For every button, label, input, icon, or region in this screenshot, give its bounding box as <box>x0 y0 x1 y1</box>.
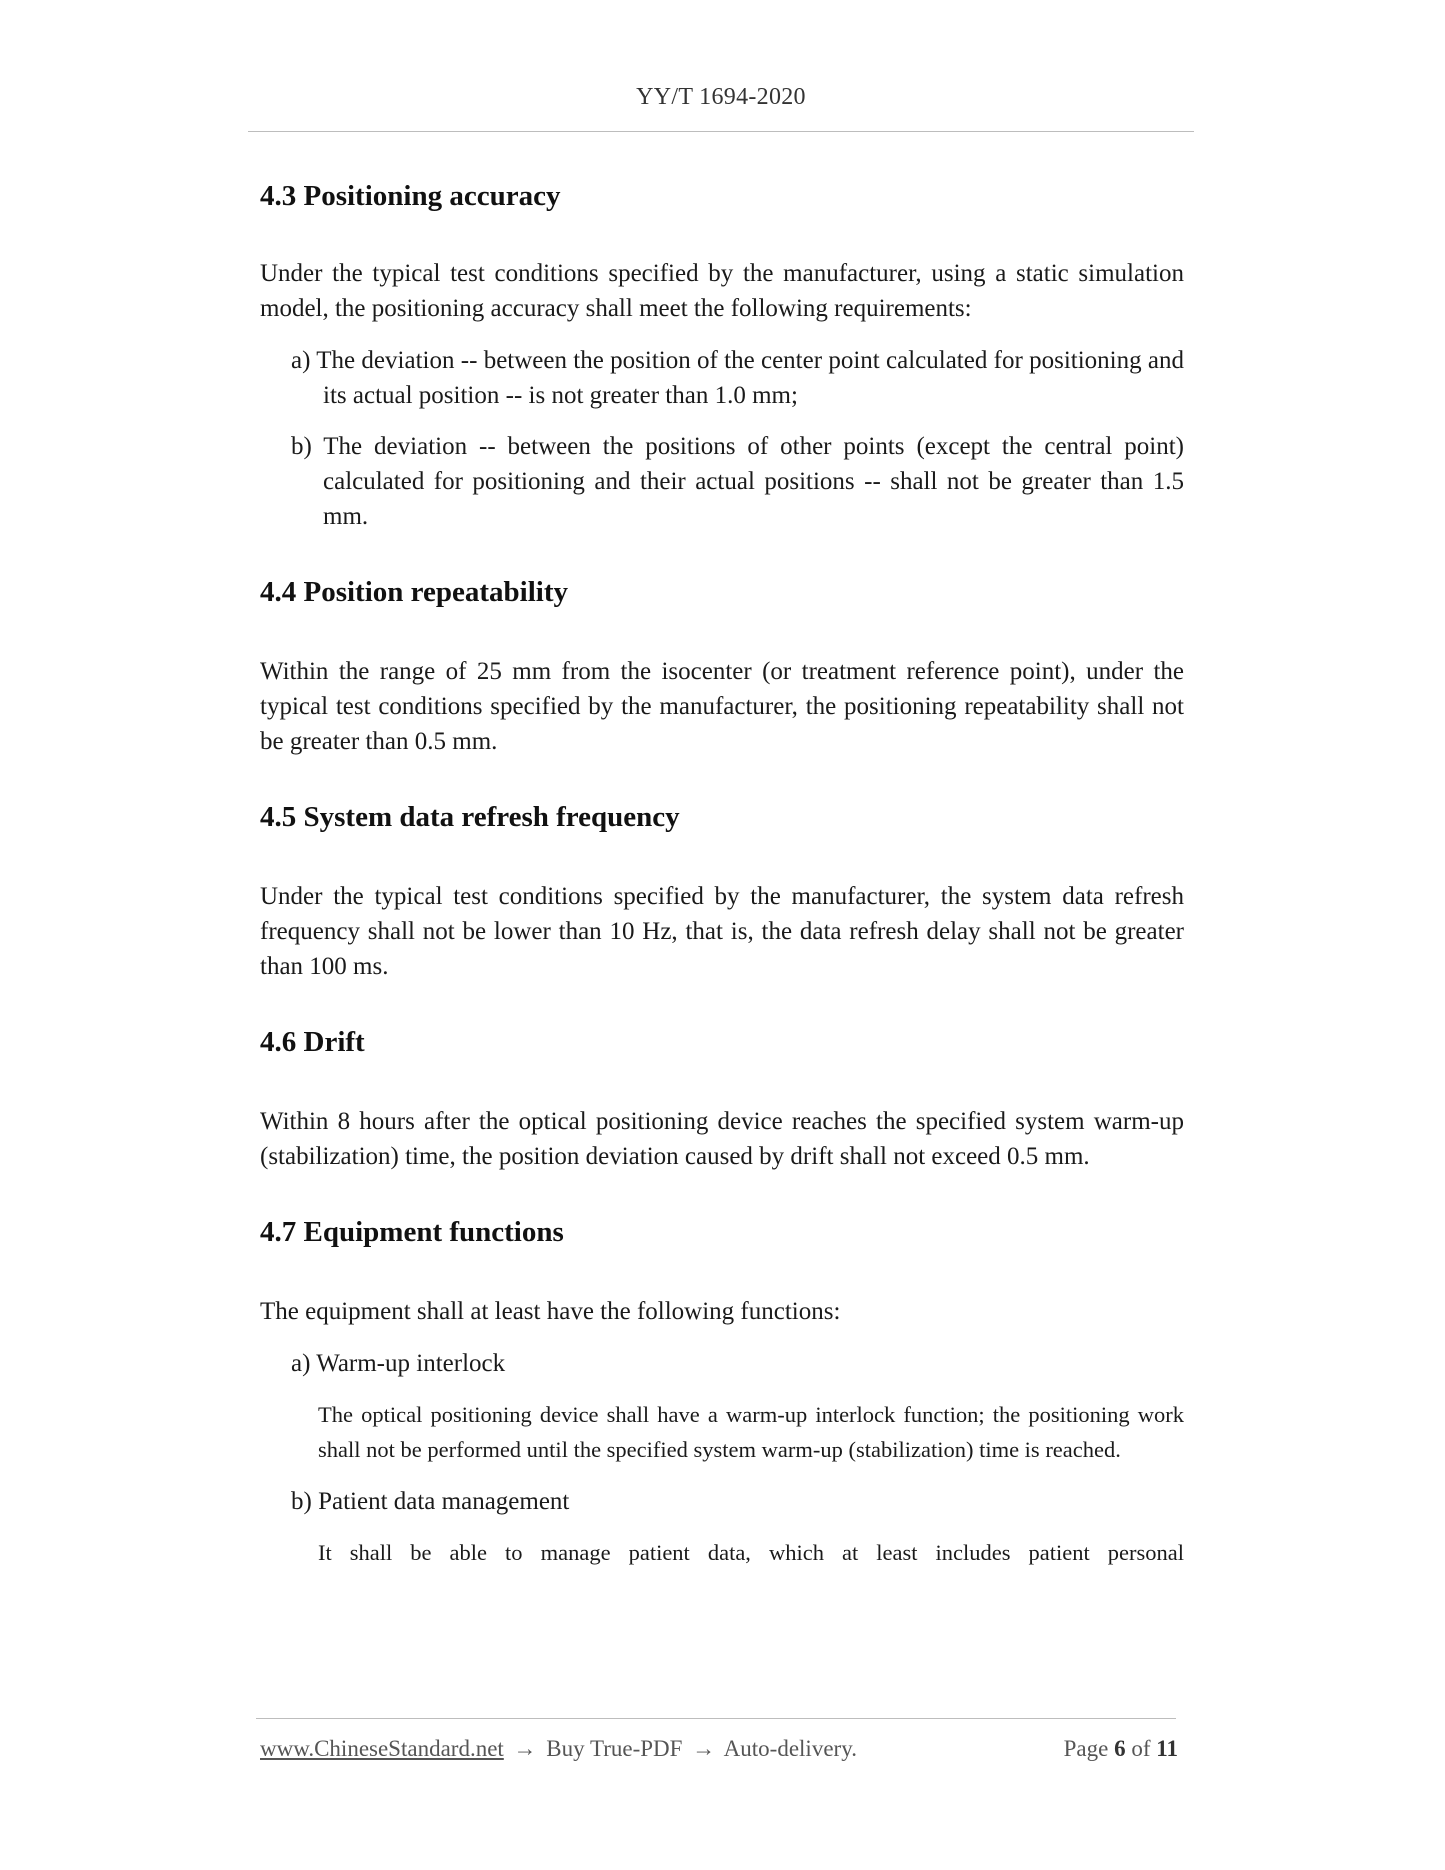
buy-pdf-text: Buy True-PDF <box>546 1736 683 1761</box>
chinesestandard-link[interactable]: www.ChineseStandard.net <box>260 1736 504 1761</box>
section-4-7-item-a-body: The optical positioning device shall have a warm-up interlock function; the positioning work shall not be performed until the specified system warm-up (stabilization) time is reached. <box>318 1402 1184 1462</box>
page-total: 11 <box>1156 1736 1178 1761</box>
section-4-3-item-a: a) The deviation -- between the position of the center point calculated for positioning and its actual position -- is not greater than 1.0 mm; <box>291 347 1184 409</box>
page-number: 6 <box>1114 1736 1126 1761</box>
section-4-3-intro: Under the typical test conditions specified by the manufacturer, using a static simulation model, the positioning accuracy shall meet the following requirements: <box>260 260 1184 322</box>
section-4-7-item-b-body: It shall be able to manage patient data, which at least includes patient personal <box>318 1540 1184 1565</box>
section-4-5-body: Under the typical test conditions specified by the manufacturer, the system data refresh frequency shall not be lower than 10 Hz, that is, the data refresh delay shall not be greater than 100 ms. <box>260 883 1184 980</box>
running-header: YY/T 1694-2020 <box>636 84 806 110</box>
section-heading-4-7: 4.7 Equipment functions <box>260 1216 564 1248</box>
section-4-7-item-a-label: a) Warm-up interlock <box>291 1350 506 1377</box>
header-divider <box>248 131 1194 132</box>
footer-divider <box>256 1718 1176 1719</box>
section-4-6-body: Within 8 hours after the optical positioning device reaches the specified system warm-up (stabilization) time, the position deviation caused by drift shall not exceed 0.5 mm. <box>260 1108 1184 1170</box>
of-label: of <box>1131 1736 1151 1761</box>
section-heading-4-5: 4.5 System data refresh frequency <box>260 801 680 833</box>
footer-promo <box>260 1736 857 1762</box>
section-heading-4-4: 4.4 Position repeatability <box>260 576 568 608</box>
right-arrow-icon: → <box>513 1736 537 1761</box>
section-4-3-item-b: b) The deviation -- between the positions of other points (except the central point) calculated for positioning and their actual positions -- shall not be greater than 1.5 mm. <box>291 433 1184 530</box>
section-4-7-item-b-label: b) Patient data management <box>291 1488 570 1515</box>
page-indicator <box>1064 1736 1178 1762</box>
section-heading-4-6: 4.6 Drift <box>260 1026 365 1058</box>
page-content <box>260 178 1184 1570</box>
auto-delivery-text: Auto-delivery. <box>723 1736 857 1761</box>
section-4-4-body: Within the range of 25 mm from the isocenter (or treatment reference point), under the typical test conditions specified by the manufacturer, the positioning repeatability shall not be greater than 0.5 mm. <box>260 658 1184 755</box>
page-label: Page <box>1063 1736 1109 1761</box>
section-4-7-intro: The equipment shall at least have the following functions: <box>260 1298 841 1325</box>
section-heading-4-3: 4.3 Positioning accuracy <box>260 180 561 212</box>
right-arrow-icon: → <box>692 1736 716 1761</box>
